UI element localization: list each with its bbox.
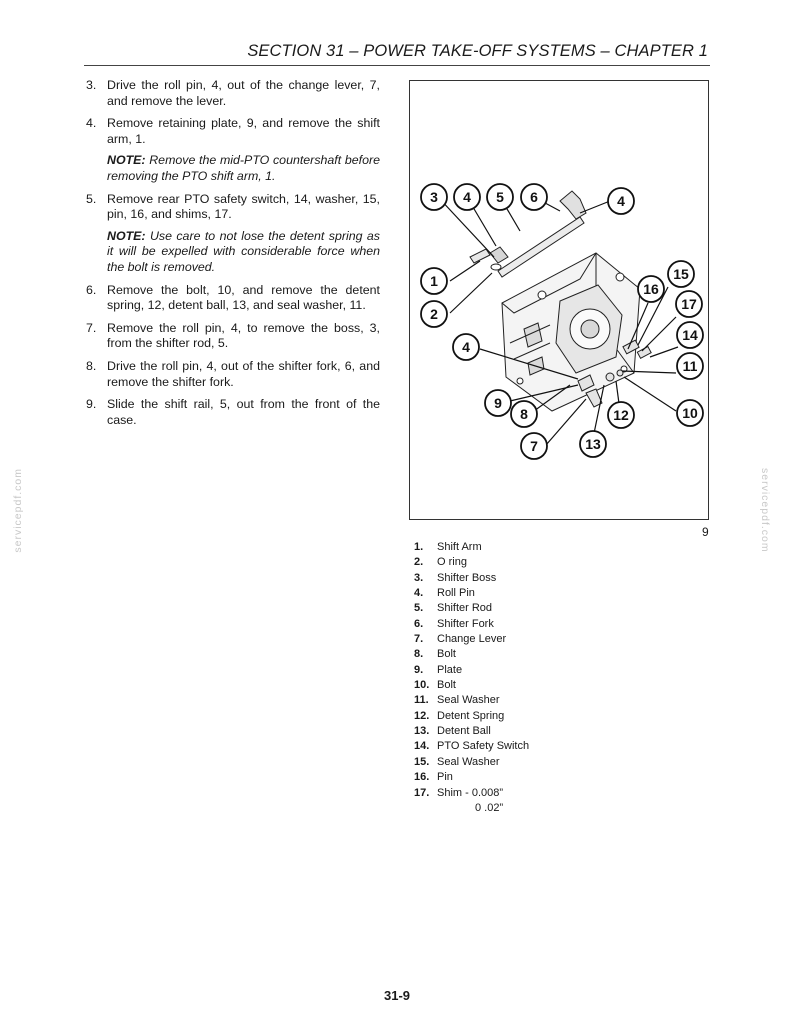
callout-4b: [608, 188, 634, 214]
step-5: [86, 192, 380, 223]
step-text: Remove the bolt, 10, and remove the detent spring, 12, detent ball, 13, and seal washer, 11.: [107, 282, 380, 313]
step-number: 6.: [86, 282, 97, 297]
callout-13: [580, 431, 606, 457]
exploded-view-figure: [409, 80, 709, 520]
callout-4c: [453, 334, 479, 360]
step-number: 9.: [86, 397, 97, 412]
legend-label: Shifter Rod: [437, 602, 493, 615]
callout-label: 3: [430, 189, 438, 205]
step-text: Remove retaining plate, 9, and remove the shift arm, 1.: [107, 116, 380, 146]
callout-label: 2: [430, 306, 438, 322]
legend-item: [414, 617, 529, 632]
callout-10: [677, 400, 703, 426]
legend-item: [414, 586, 529, 601]
legend-shim-extra: 0 .02”: [475, 801, 504, 814]
header-rule: [84, 65, 710, 66]
legend-number: 1.: [414, 541, 424, 553]
legend-item: [414, 647, 529, 662]
note-text: Remove the mid-PTO countershaft before removing the PTO shift arm, 1.: [107, 153, 380, 183]
callout-label: 5: [496, 189, 504, 205]
legend-label: O ring: [437, 556, 467, 569]
callout-17: [676, 291, 702, 317]
step-text: Remove rear PTO safety switch, 14, washer, 15, pin, 16, and shims, 17.: [107, 191, 380, 222]
legend-label: Pin: [437, 771, 453, 784]
legend-item: [414, 571, 529, 586]
legend-item: [414, 540, 529, 555]
legend-label: Detent Spring: [437, 709, 505, 722]
page-header: SECTION 31 – POWER TAKE-OFF SYSTEMS – CHAPTER 1: [247, 42, 708, 60]
legend-item: [414, 555, 529, 570]
note-text: Use care to not lose the detent spring as it will be expelled with considerable force when the bolt is removed.: [107, 228, 380, 274]
legend-number: 2.: [414, 556, 424, 569]
callout-7: [521, 433, 547, 459]
legend-label: Bolt: [437, 679, 456, 692]
legend-number: 9.: [414, 663, 424, 676]
callout-label: 10: [682, 405, 698, 421]
legend-item: [414, 739, 529, 754]
legend-number: 15.: [414, 755, 430, 768]
step-number: 3.: [86, 78, 97, 92]
legend-number: 5.: [414, 602, 424, 615]
legend-number: 17.: [414, 786, 430, 799]
legend-label: Detent Ball: [437, 725, 491, 738]
legend-number: 11.: [414, 694, 429, 707]
legend-number: 10.: [414, 679, 430, 692]
callout-6: [521, 184, 547, 210]
callout-label: 15: [673, 266, 689, 282]
legend-label: Plate: [437, 663, 463, 676]
callout-1: [421, 268, 447, 294]
procedure-steps: [86, 78, 380, 435]
callout-5: [487, 184, 513, 210]
step-7: [86, 321, 380, 352]
callout-label: 4: [617, 193, 625, 209]
step-number: 5.: [86, 191, 97, 206]
callout-label: 1: [430, 273, 438, 289]
legend-item: [414, 755, 529, 770]
legend-number: 4.: [414, 587, 424, 600]
step-text: Drive the roll pin, 4, out of the shifter fork, 6, and remove the shifter fork.: [107, 358, 380, 389]
callout-label: 13: [585, 436, 601, 452]
callout-label: 4: [462, 339, 470, 355]
watermark-left: servicepdf.com: [12, 468, 24, 553]
legend-item: [414, 724, 529, 739]
callout-4a: [454, 184, 480, 210]
legend-number: 12.: [414, 709, 430, 722]
callout-16: [638, 276, 664, 302]
callout-14: [677, 322, 703, 348]
note-label: NOTE:: [107, 228, 146, 243]
callout-label: 17: [681, 296, 697, 312]
legend-label: Shifter Boss: [437, 571, 497, 584]
callout-11: [677, 353, 703, 379]
legend-number: 8.: [414, 648, 424, 661]
callout-label: 16: [643, 281, 659, 297]
legend-label: Roll Pin: [437, 587, 475, 600]
step-number: 4.: [86, 116, 97, 131]
legend-label: Seal Washer: [437, 694, 500, 707]
legend-number: 16.: [414, 771, 430, 784]
legend-label: PTO Safety Switch: [437, 740, 530, 753]
callout-label: 6: [530, 189, 538, 205]
legend-item: [414, 786, 529, 801]
callout-15: [668, 261, 694, 287]
callout-label: 7: [530, 438, 538, 454]
legend-number: 3.: [414, 571, 424, 584]
note-detent-spring: [107, 229, 380, 276]
callout-12: [608, 402, 634, 428]
legend-label: Change Lever: [437, 633, 507, 646]
watermark-right: servicepdf.com: [759, 468, 771, 553]
callout-2: [421, 301, 447, 327]
callout-label: 12: [613, 407, 629, 423]
legend-label: Bolt: [437, 648, 456, 661]
legend-number: 7.: [414, 633, 424, 646]
step-6: [86, 283, 380, 314]
callout-3: [421, 184, 447, 210]
callout-8: [511, 401, 537, 427]
page-number: 31-9: [383, 988, 411, 1003]
legend-number: 14.: [414, 740, 430, 753]
legend-label: Shifter Fork: [437, 617, 494, 630]
legend-item: [414, 632, 529, 647]
parts-legend: [414, 540, 529, 816]
legend-item: [414, 709, 529, 724]
step-4: [86, 116, 380, 147]
legend-item: [414, 601, 529, 616]
legend-number: 6.: [414, 617, 424, 630]
step-9: [86, 397, 380, 428]
pto-housing-diagram: [410, 81, 708, 519]
step-number: 7.: [86, 320, 97, 335]
legend-item: [414, 678, 529, 693]
legend-label: Seal Washer: [437, 755, 500, 768]
legend-item: [414, 770, 529, 785]
figure-number: 9: [702, 525, 709, 539]
step-number: 8.: [86, 358, 97, 373]
legend-label: Shim - 0.008”: [437, 786, 504, 799]
legend-item: [414, 693, 529, 708]
callout-label: 9: [494, 395, 502, 411]
step-text: Drive the roll pin, 4, out of the change lever, 7, and remove the lever.: [107, 78, 380, 108]
step-text: Slide the shift rail, 5, out from the front of the case.: [107, 397, 380, 427]
legend-number: 13.: [414, 725, 430, 738]
note-countershaft: [107, 153, 380, 184]
legend-label: Shift Arm: [437, 541, 482, 553]
legend-item: [414, 663, 529, 678]
callout-label: 4: [463, 189, 471, 205]
step-text: Remove the roll pin, 4, to remove the boss, 3, from the shifter rod, 5.: [107, 320, 380, 351]
callout-9: [485, 390, 511, 416]
note-label: NOTE:: [107, 153, 146, 168]
callout-label: 14: [682, 327, 698, 343]
callout-label: 8: [520, 406, 528, 422]
gear-housing: [502, 253, 640, 411]
step-3: [86, 78, 380, 109]
callout-label: 11: [682, 358, 698, 374]
step-8: [86, 359, 380, 390]
